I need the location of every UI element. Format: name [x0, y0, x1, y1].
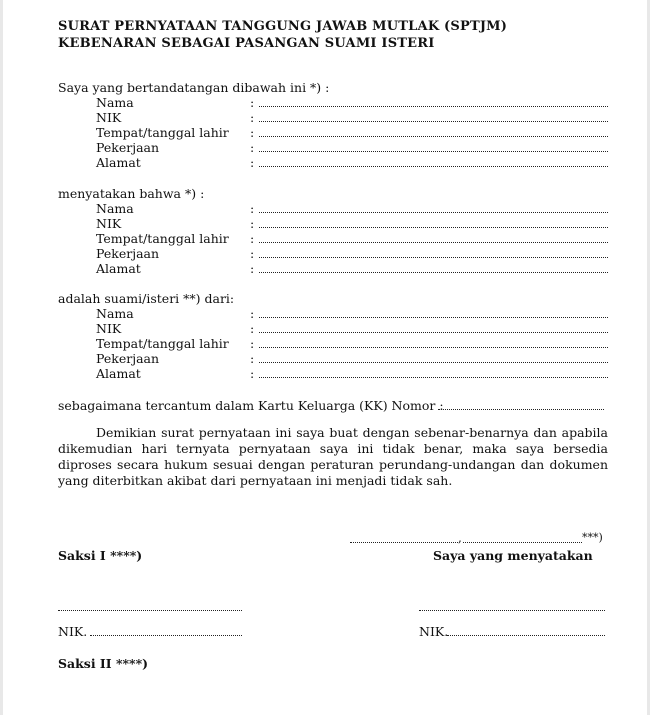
declarant-label: Saya yang menyatakan: [433, 548, 593, 563]
field-colon: :: [250, 321, 255, 336]
section-2-field-ttl: [96, 231, 608, 246]
section-2-field-pekerjaan: [96, 246, 608, 261]
section-3-field-ttl: [96, 336, 608, 351]
page-edge-left: [0, 0, 3, 715]
witness-2-label: Saksi II ****): [58, 656, 149, 671]
section-2-field-nik: [96, 216, 608, 231]
field-label: Tempat/tanggal lahir: [96, 125, 229, 140]
section-2-intro: menyatakan bahwa *) :: [58, 186, 205, 201]
fill-in-line[interactable]: [259, 136, 608, 137]
fill-in-line[interactable]: [259, 106, 608, 107]
field-label: NIK: [96, 110, 122, 125]
field-colon: :: [250, 216, 255, 231]
field-colon: :: [250, 155, 255, 170]
field-colon: :: [250, 95, 255, 110]
section-3-field-pekerjaan: [96, 351, 608, 366]
fill-in-line[interactable]: [259, 317, 608, 318]
section-1-field-pekerjaan: [96, 140, 608, 155]
declarant-nik-line: [419, 624, 605, 639]
field-colon: :: [250, 246, 255, 261]
field-colon: :: [250, 336, 255, 351]
section-1-intro: Saya yang bertandatangan dibawah ini *) :: [58, 80, 330, 95]
declarant-signature-line[interactable]: [419, 608, 605, 611]
fill-in-line[interactable]: [259, 242, 608, 243]
field-label: Alamat: [96, 366, 141, 381]
field-colon: :: [250, 351, 255, 366]
field-colon: :: [250, 125, 255, 140]
field-colon: :: [250, 366, 255, 381]
fill-in-line[interactable]: [259, 332, 608, 333]
field-label: Pekerjaan: [96, 246, 160, 261]
section-2-field-alamat: [96, 261, 608, 276]
section-3-field-nik: [96, 321, 608, 336]
witness-1-label: Saksi I ****): [58, 548, 143, 563]
field-colon: :: [250, 140, 255, 155]
witness-1-signature-line[interactable]: [58, 608, 242, 611]
section-1-field-alamat: [96, 155, 608, 170]
field-colon: :: [250, 261, 255, 276]
declaration-paragraph: Demikian surat pernyataan ini saya buat dengan sebenar-benarnya dan apabila dikemudian hari ternyata pernyataan saya ini tidak benar, maka saya bersedia diproses secara hukum sesuai dengan peraturan perundang-undangan dan dokumen yang diterbitkan akibat dari pernyataan ini menjadi tidak sah.: [58, 425, 608, 488]
field-label: Pekerjaan: [96, 140, 160, 155]
document-title: SURAT PERNYATAAN TANGGUNG JAWAB MUTLAK (SPTJM) KEBENARAN SEBAGAI PASANGAN SUAMI ISTERI: [58, 19, 508, 51]
fill-in-line[interactable]: [259, 212, 608, 213]
field-label: Nama: [96, 201, 134, 216]
witness-1-nik-label: NIK.: [58, 624, 88, 639]
field-colon: :: [250, 306, 255, 321]
declarant-nik-fill-in[interactable]: [447, 635, 605, 636]
witness-1-nik-line: [58, 624, 242, 639]
section-2-field-nama: [96, 201, 608, 216]
field-label: Tempat/tanggal lahir: [96, 231, 229, 246]
section-1-field-ttl: [96, 125, 608, 140]
declarant-nik-label: NIK.: [419, 624, 449, 639]
fill-in-line[interactable]: [259, 257, 608, 258]
kk-number-line: [58, 398, 608, 413]
field-label: Pekerjaan: [96, 351, 160, 366]
field-label: Alamat: [96, 261, 141, 276]
field-colon: :: [250, 110, 255, 125]
place-date-fill-in[interactable]: [350, 532, 582, 543]
place-date-footnote-mark: ***): [582, 531, 603, 544]
fill-in-line[interactable]: [259, 166, 608, 167]
fill-in-line[interactable]: [259, 362, 608, 363]
witness-1-nik-fill-in[interactable]: [90, 635, 242, 636]
field-colon: :: [250, 201, 255, 216]
fill-in-line[interactable]: [259, 151, 608, 152]
fill-in-line[interactable]: [259, 227, 608, 228]
section-1-field-nama: [96, 95, 608, 110]
field-colon: :: [250, 231, 255, 246]
section-3-field-alamat: [96, 366, 608, 381]
field-label: NIK: [96, 216, 122, 231]
section-3-field-nama: [96, 306, 608, 321]
section-1-field-nik: [96, 110, 608, 125]
field-label: Tempat/tanggal lahir: [96, 336, 229, 351]
fill-in-line[interactable]: [259, 347, 608, 348]
field-label: Alamat: [96, 155, 141, 170]
field-label: Nama: [96, 95, 134, 110]
section-3-intro: adalah suami/isteri **) dari:: [58, 291, 235, 306]
place-date-separator: ,: [458, 531, 462, 545]
field-label: NIK: [96, 321, 122, 336]
fill-in-line[interactable]: [259, 272, 608, 273]
fill-in-line[interactable]: [259, 121, 608, 122]
field-label: Nama: [96, 306, 134, 321]
kk-number-fill-in[interactable]: [438, 409, 604, 410]
fill-in-line[interactable]: [259, 377, 608, 378]
kk-number-label: sebagaimana tercantum dalam Kartu Keluarga (KK) Nomor :: [58, 398, 444, 413]
